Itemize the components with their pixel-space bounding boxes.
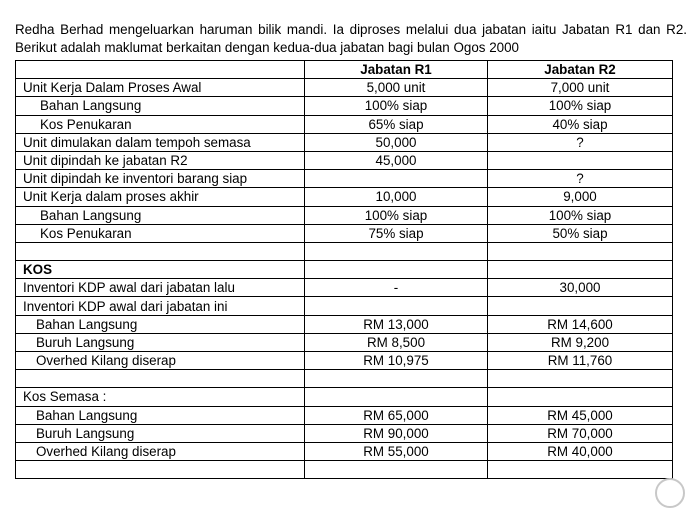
table-row [16,424,673,442]
empty-cell [16,242,305,260]
row-r2: RM 70,000 [488,424,673,442]
row-label: Bahan Langsung [16,206,305,224]
row-r2: ? [488,133,673,151]
empty-cell [16,461,305,479]
empty-cell [305,297,488,315]
row-label: Kos Penukaran [16,115,305,133]
row-label: Bahan Langsung [16,406,305,424]
row-label: Buruh Langsung [16,333,305,351]
row-label: Kos Semasa : [16,388,305,406]
row-r2: ? [488,170,673,188]
row-r1: RM 13,000 [305,315,488,333]
row-label: Bahan Langsung [16,97,305,115]
header-label-cell [16,61,305,79]
row-label: Unit dipindah ke jabatan R2 [16,151,305,169]
header-r2: Jabatan R2 [488,61,673,79]
table-row [16,333,673,351]
table-row [16,442,673,460]
header-r1: Jabatan R1 [305,61,488,79]
row-r2: RM 40,000 [488,442,673,460]
row-label: Unit dipindah ke inventori barang siap [16,170,305,188]
row-r2: RM 14,600 [488,315,673,333]
row-r2: 100% siap [488,97,673,115]
row-r2: 40% siap [488,115,673,133]
row-r2: 50% siap [488,224,673,242]
row-label: Unit Kerja dalam proses akhir [16,188,305,206]
row-r1: 5,000 unit [305,79,488,97]
table-row [16,224,673,242]
row-r1: 65% siap [305,115,488,133]
empty-cell [488,388,673,406]
empty-cell [305,461,488,479]
row-r2: 100% siap [488,206,673,224]
row-r1: RM 10,975 [305,352,488,370]
row-label: Unit dimulakan dalam tempoh semasa [16,133,305,151]
row-r2: RM 45,000 [488,406,673,424]
table-row [16,279,673,297]
row-r2: 9,000 [488,188,673,206]
row-label: Inventori KDP awal dari jabatan ini [16,297,305,315]
row-label: Buruh Langsung [16,424,305,442]
row-r1: - [305,279,488,297]
table-row [16,79,673,97]
table-row [16,115,673,133]
page-curl-decoration [655,478,685,508]
empty-cell [488,261,673,279]
row-r2: RM 11,760 [488,352,673,370]
table-row [16,206,673,224]
section-title-kos: KOS [16,261,305,279]
department-data-table [15,60,673,479]
table-row [16,188,673,206]
empty-cell [305,370,488,388]
row-r1: 100% siap [305,97,488,115]
row-r1: 75% siap [305,224,488,242]
row-r1: 50,000 [305,133,488,151]
table-row [16,406,673,424]
table-row [16,97,673,115]
row-r2: 7,000 unit [488,79,673,97]
row-label: Overhed Kilang diserap [16,442,305,460]
row-label: Unit Kerja Dalam Proses Awal [16,79,305,97]
table-row [16,315,673,333]
row-label: Bahan Langsung [16,315,305,333]
table-row [16,352,673,370]
empty-cell [305,261,488,279]
table-row [16,297,673,315]
row-r2: RM 9,200 [488,333,673,351]
table-row [16,170,673,188]
row-label: Overhed Kilang diserap [16,352,305,370]
row-r1: 45,000 [305,151,488,169]
row-r1: RM 65,000 [305,406,488,424]
table-header-row [16,61,673,79]
table-row [16,151,673,169]
empty-cell [488,242,673,260]
empty-cell [16,370,305,388]
empty-cell [305,388,488,406]
row-r2: 30,000 [488,279,673,297]
row-label: Inventori KDP awal dari jabatan lalu [16,279,305,297]
spacer-row [16,370,673,388]
empty-cell [305,242,488,260]
table-row [16,133,673,151]
table-row [16,388,673,406]
empty-cell [488,370,673,388]
empty-cell [488,461,673,479]
empty-cell [488,297,673,315]
row-r1: RM 8,500 [305,333,488,351]
row-r1: 100% siap [305,206,488,224]
spacer-row [16,461,673,479]
row-r1: 10,000 [305,188,488,206]
section-header-row [16,261,673,279]
intro-paragraph: Redha Berhad mengeluarkan haruman bilik mandi. Ia diproses melalui dua jabatan iaitu Jabatan R1 dan R2. Berikut adalah maklumat berkaitan dengan kedua-dua jabatan bagi bulan Ogos 2000 [15,22,687,56]
spacer-row [16,242,673,260]
row-r1: RM 90,000 [305,424,488,442]
row-r1 [305,170,488,188]
row-r1: RM 55,000 [305,442,488,460]
row-label: Kos Penukaran [16,224,305,242]
row-r2 [488,151,673,169]
